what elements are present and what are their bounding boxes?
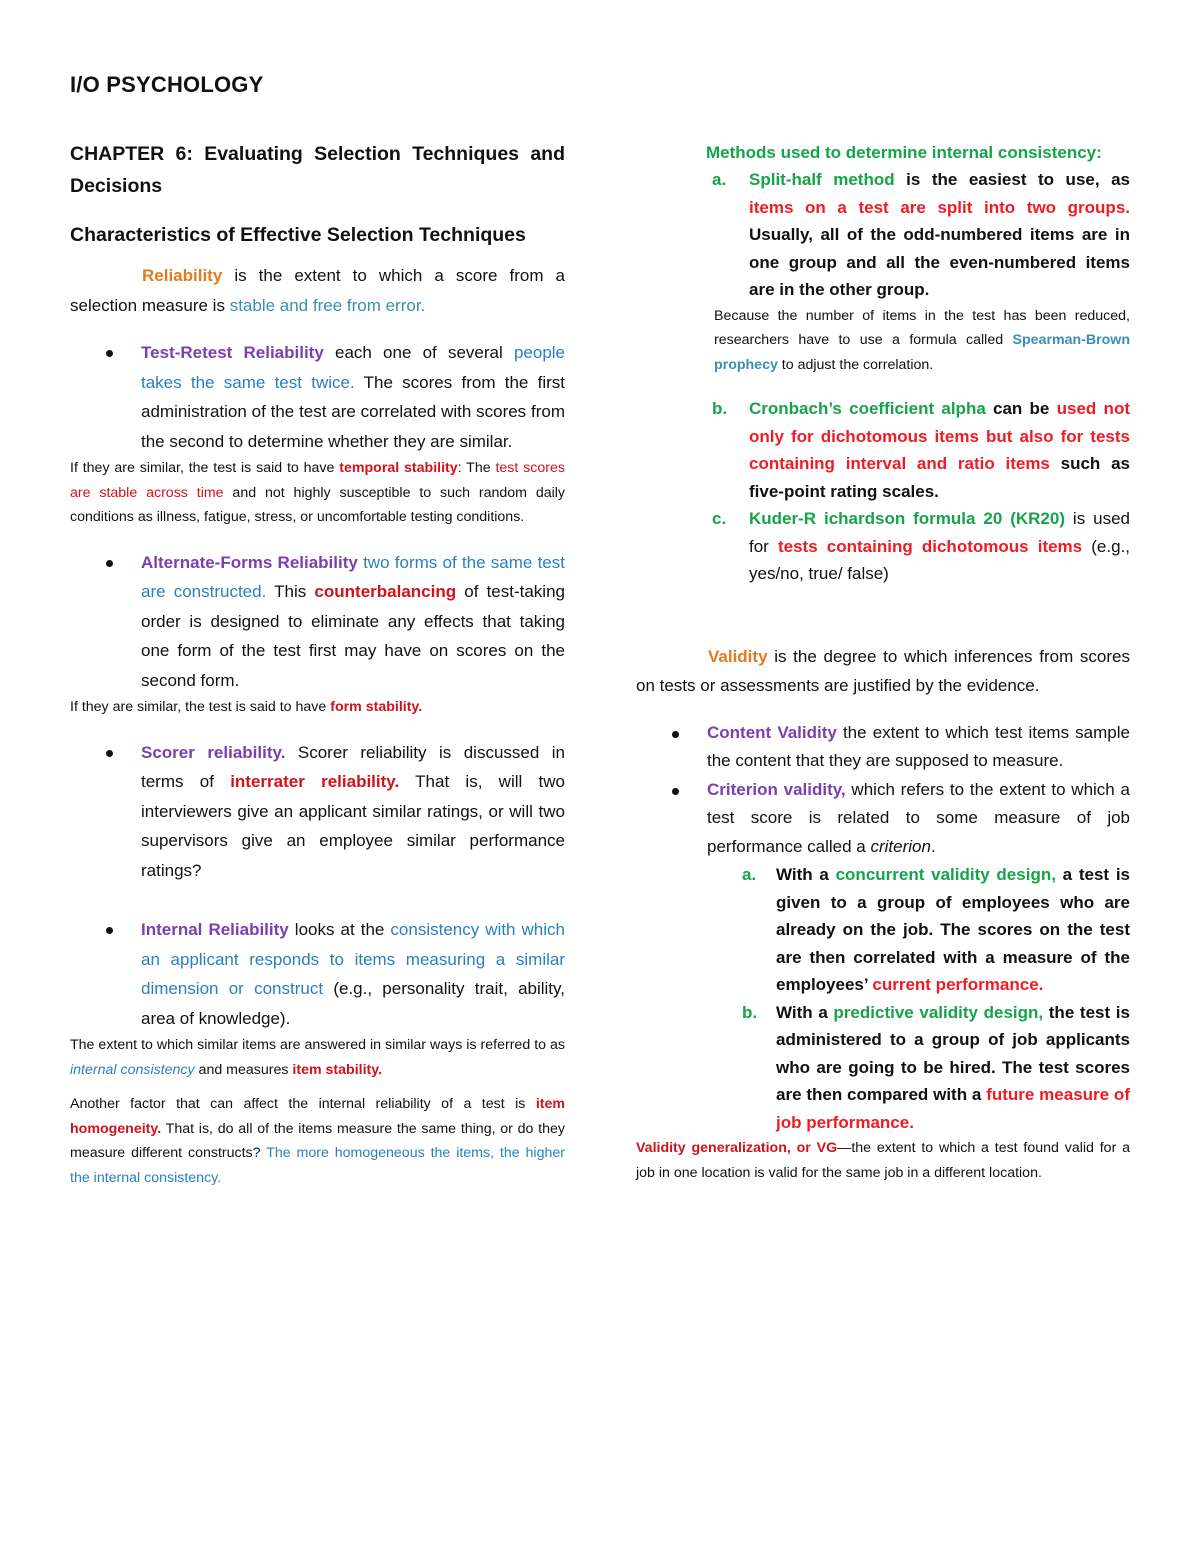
highlighted-text: Criterion validity, bbox=[707, 779, 846, 799]
text-run: That is, will two interviewers give an applicant similar ratings, or will two supervisors give an employee similar performance ratings? bbox=[141, 772, 566, 880]
method-kr20 bbox=[706, 505, 1130, 588]
text-run: to adjust the correlation. bbox=[777, 356, 934, 373]
list-label: a. bbox=[712, 170, 727, 189]
scorer-reliability-text bbox=[141, 738, 565, 886]
left-column bbox=[70, 72, 565, 1190]
bullet-icon bbox=[106, 750, 113, 757]
bullet-icon bbox=[106, 350, 113, 357]
text-run: This bbox=[266, 582, 315, 601]
text-run: . bbox=[930, 836, 936, 856]
text-run: a test is given to a group of employees who are already on the job. The scores on the test are then correlated with a measure of the employees’ bbox=[776, 865, 1130, 994]
text-run: is used for bbox=[749, 509, 1130, 556]
right-column bbox=[636, 140, 1130, 1185]
highlighted-text: people takes the same test twice. bbox=[141, 343, 566, 392]
predictive-design-text bbox=[776, 999, 1130, 1137]
kr20-text bbox=[749, 505, 1130, 588]
text-run: : The bbox=[457, 460, 496, 476]
bullet-icon bbox=[672, 731, 679, 738]
text-run: The extent to which similar items are answered in similar ways is referred to as bbox=[70, 1037, 565, 1053]
validity-designs-list bbox=[636, 861, 1130, 1136]
text-run: If they are similar, the test is said to have bbox=[70, 460, 340, 476]
highlighted-text: predictive validity design, bbox=[833, 1002, 1044, 1022]
highlighted-text: concurrent validity design, bbox=[835, 865, 1056, 884]
text-run: (e.g., yes/no, true/ false) bbox=[749, 536, 1131, 583]
methods-list bbox=[636, 166, 1130, 588]
text-run: such as five-point rating scales. bbox=[749, 454, 1130, 501]
cronbach-alpha-text bbox=[749, 395, 1130, 505]
highlighted-text: Split-half method bbox=[749, 170, 895, 189]
highlighted-text: item homogeneity. bbox=[70, 1096, 565, 1137]
design-concurrent bbox=[736, 861, 1130, 999]
highlighted-text: counterbalancing bbox=[314, 582, 457, 601]
highlighted-text: test scores are stable across time bbox=[70, 460, 565, 501]
bullet-icon bbox=[672, 788, 679, 795]
highlighted-text: Content Validity bbox=[707, 722, 837, 742]
highlighted-text: consistency with which an applicant responds to items measuring a similar dimension or construct bbox=[141, 920, 565, 998]
highlighted-text: used not only for dichotomous items but also for tests containing interval and ratio items bbox=[749, 399, 1130, 473]
highlighted-text: Kuder-R ichardson formula 20 (KR20) bbox=[749, 509, 1066, 528]
text-run: If they are similar, the test is said to have bbox=[70, 699, 331, 715]
text-run: looks at the bbox=[288, 920, 391, 939]
text-run: is the degree to which inferences from scores on tests or assessments are justified by the evidence. bbox=[636, 646, 1130, 695]
bullet-icon bbox=[106, 927, 113, 934]
section-heading: Characteristics of Effective Selection Techniques bbox=[70, 224, 526, 246]
list-label: a. bbox=[742, 865, 757, 884]
alternate-forms-text bbox=[141, 548, 565, 696]
bullet-internal-reliability bbox=[70, 915, 565, 1033]
text-run: which refers to the extent to which a test score is related to some measure of job performance called a bbox=[707, 779, 1130, 856]
temporal-stability-note bbox=[70, 456, 565, 530]
internal-consistency-note bbox=[70, 1033, 565, 1082]
highlighted-text: future measure of job performance. bbox=[776, 1085, 1130, 1132]
internal-reliability-text bbox=[141, 915, 565, 1033]
highlighted-text: stable and free from error. bbox=[229, 295, 426, 315]
bullet-content-validity bbox=[636, 719, 1130, 776]
text-run: Another factor that can affect the internal reliability of a test is bbox=[70, 1096, 536, 1112]
item-homogeneity-note bbox=[70, 1092, 565, 1190]
highlighted-text: form stability. bbox=[330, 699, 423, 715]
text-run: Usually, all of the odd-numbered items are in one group and all the even-numbered items are in the other group. bbox=[749, 225, 1130, 299]
highlighted-text: Spearman-Brown prophecy bbox=[714, 332, 1130, 373]
text-run: can be bbox=[985, 399, 1057, 418]
highlighted-text: Reliability bbox=[142, 266, 223, 285]
text-run: Because the number of items in the test has been reduced, researchers have to use a formula called bbox=[714, 307, 1130, 348]
list-label: b. bbox=[742, 1002, 758, 1022]
list-label: c. bbox=[712, 509, 727, 528]
text-run: With a bbox=[776, 865, 836, 884]
method-cronbach-alpha bbox=[706, 395, 1130, 505]
reliability-definition bbox=[70, 261, 565, 320]
list-label: b. bbox=[712, 399, 728, 418]
text-run: each one of several bbox=[323, 343, 514, 362]
validity-definition bbox=[636, 642, 1130, 701]
text-run: and not highly susceptible to such random daily conditions as illness, fatigue, stress, or uncomfortable testing conditions. bbox=[70, 484, 566, 525]
bullet-alternate-forms bbox=[70, 548, 565, 696]
bullet-criterion-validity bbox=[636, 776, 1130, 862]
highlighted-text: two forms of the same test are constructed. bbox=[141, 552, 565, 601]
document-title: I/O PSYCHOLOGY bbox=[70, 72, 264, 97]
highlighted-text: item stability. bbox=[292, 1061, 383, 1078]
highlighted-text: interrater reliability. bbox=[230, 772, 400, 791]
text-run: the extent to which test items sample the content that they are supposed to measure. bbox=[707, 722, 1130, 770]
highlighted-text: internal consistency bbox=[70, 1061, 195, 1078]
test-retest-text bbox=[141, 338, 565, 456]
text-run: is the easiest to use, as bbox=[894, 170, 1130, 189]
spearman-brown-note bbox=[706, 304, 1130, 378]
text-run: That is, do all of the items measure the same thing, or do they measure different constructs? bbox=[70, 1120, 565, 1161]
text-run: Scorer reliability is discussed in terms of bbox=[141, 742, 565, 791]
highlighted-text: Validity bbox=[708, 646, 768, 666]
highlighted-text: Validity generalization, or VG bbox=[636, 1140, 838, 1156]
highlighted-text: current performance. bbox=[872, 975, 1044, 994]
highlighted-text: The more homogeneous the items, the higher the internal consistency. bbox=[70, 1145, 565, 1186]
highlighted-text: Alternate-Forms Reliability bbox=[141, 552, 358, 572]
bullet-icon bbox=[106, 560, 113, 567]
highlighted-text: Scorer reliability. bbox=[141, 742, 286, 762]
bullet-test-retest bbox=[70, 338, 565, 456]
text-run: With a bbox=[776, 1002, 834, 1022]
highlighted-text: items on a test are split into two groups. bbox=[749, 197, 1130, 217]
concurrent-design-text bbox=[776, 861, 1130, 999]
highlighted-text: Internal Reliability bbox=[141, 920, 289, 939]
content-validity-text bbox=[707, 719, 1130, 776]
design-predictive bbox=[736, 999, 1130, 1137]
text-run: of test-taking order is designed to eliminate any effects that taking one form of the test first may have on scores on the second form. bbox=[141, 582, 565, 690]
highlighted-text: Cronbach’s coefficient alpha bbox=[749, 399, 986, 418]
highlighted-text: Test-Retest Reliability bbox=[141, 343, 324, 362]
method-split-half bbox=[706, 166, 1130, 304]
chapter-heading: CHAPTER 6: Evaluating Selection Techniques and Decisions bbox=[70, 143, 565, 197]
text-run: and measures bbox=[194, 1061, 293, 1078]
form-stability-note bbox=[70, 695, 565, 720]
text-run: The scores from the first administration of the test are correlated with scores from the second to determine whether they are similar. bbox=[141, 372, 565, 451]
highlighted-text: tests containing dichotomous items bbox=[777, 536, 1083, 556]
methods-heading: Methods used to determine internal consistency: bbox=[706, 143, 1102, 162]
highlighted-text: criterion bbox=[870, 836, 931, 856]
text-run: is the extent to which a score from a selection measure is bbox=[70, 266, 565, 315]
criterion-validity-text bbox=[707, 776, 1130, 862]
text-run: (e.g., personality trait, ability, area of knowledge). bbox=[141, 979, 565, 1028]
text-run: the test is administered to a group of job applicants who are going to be hired. The test scores are then compared with a bbox=[776, 1002, 1130, 1104]
split-half-text bbox=[749, 166, 1130, 304]
validity-generalization-note bbox=[636, 1136, 1130, 1185]
text-run: —the extent to which a test found valid for a job in one location is valid for the same job in a different location. bbox=[636, 1140, 1130, 1181]
bullet-scorer-reliability bbox=[70, 738, 565, 886]
highlighted-text: temporal stability bbox=[339, 460, 458, 476]
